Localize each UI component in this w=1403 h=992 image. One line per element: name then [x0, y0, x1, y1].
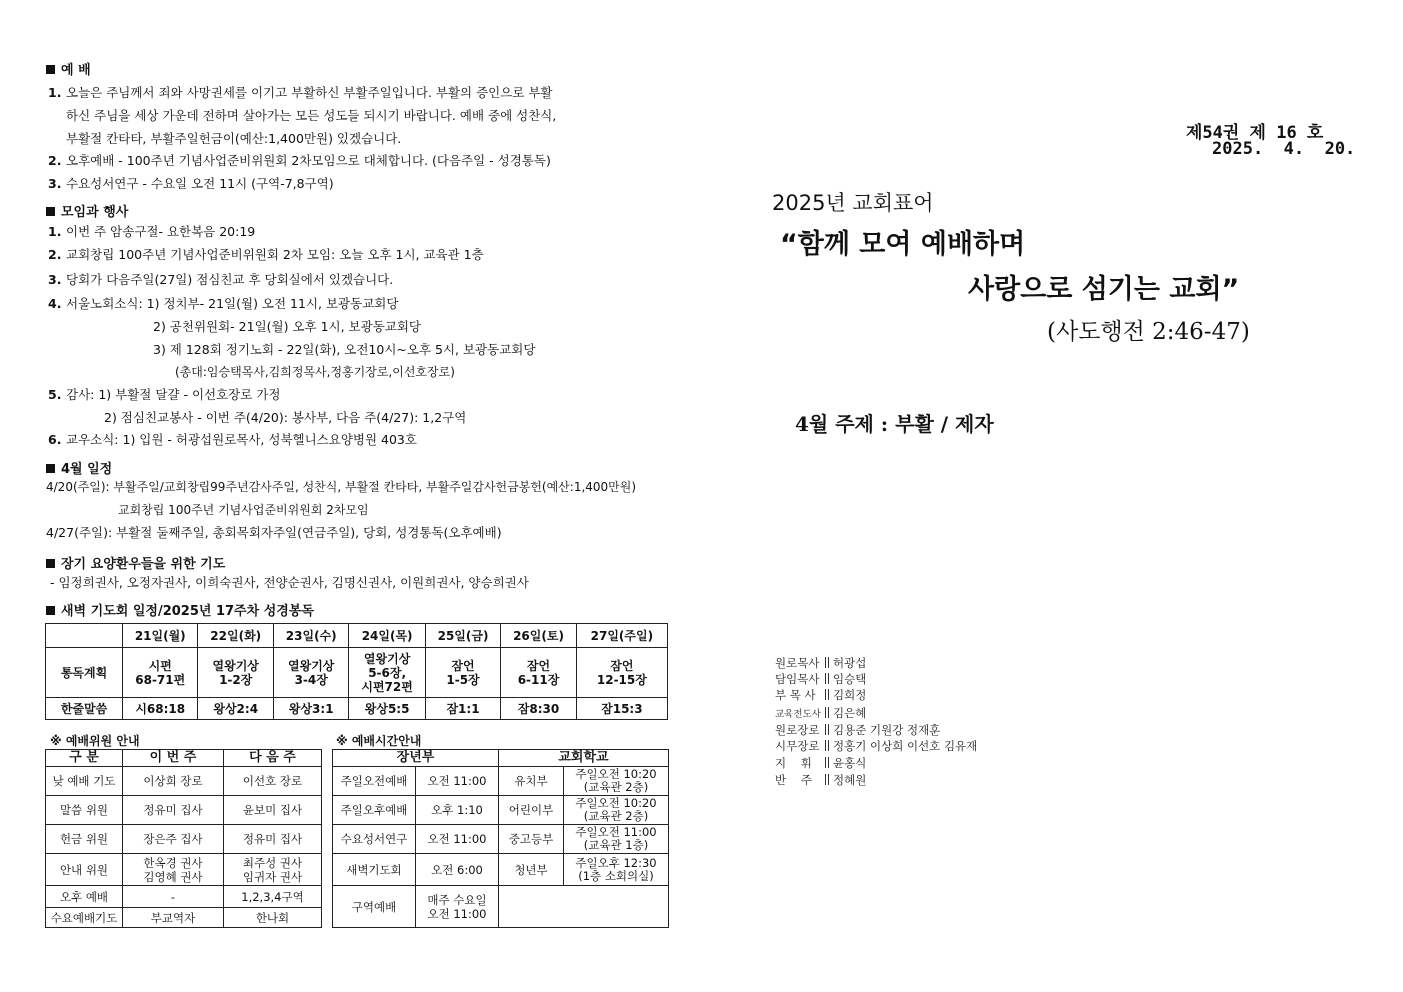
verse-cell: 잠8:30 — [501, 698, 576, 720]
duty-col-header: 다 음 주 — [224, 750, 322, 767]
issue-date: 2025. 4. 20. — [1212, 139, 1356, 159]
duty-col-header: 구 분 — [46, 750, 123, 767]
times-row: 주일오전예배 오전 11:00 유치부 주일오전 10:20 (교육관 2층) — [333, 767, 669, 796]
verse-label: 한줄말씀 — [46, 698, 123, 720]
event-item-1: 1. 이번 주 암송구절- 요한복음 20:19 — [48, 224, 256, 239]
verse-cell: 왕상5:5 — [349, 698, 425, 720]
section-heading-prayer: 장기 요양환우들을 위한 기도 — [46, 553, 225, 572]
event-item-4-delegates: (총대:임승택목사,김희정목사,정홍기장로,이선호장로) — [175, 365, 455, 379]
worship-item-1: 1. 오늘은 주님께서 죄와 사망권세를 이기고 부활하신 부활주일입니다. 부활의 증인으로 부활 — [48, 85, 553, 100]
verse-cell: 시68:18 — [123, 698, 198, 720]
times-row: 수요성서연구 오전 11:00 중고등부 주일오전 11:00 (교육관 1층) — [333, 825, 669, 854]
monthly-theme: 4월 주제 : 부활 / 제자 — [795, 412, 994, 436]
plan-cell: 잠언 1-5장 — [425, 648, 500, 698]
staff-row: 담임목사 임승택 — [775, 672, 867, 686]
duty-col-header: 이 번 주 — [123, 750, 224, 767]
day-header: 22일(화) — [198, 624, 273, 648]
times-table — [332, 749, 669, 928]
duty-heading: ※ 예배위원 안내 — [50, 734, 140, 748]
april-line-3: 4/27(주일): 부활절 둘째주일, 총회목회자주일(연금주일), 당회, 성경통독(오후예배) — [46, 525, 502, 540]
dawn-verse-row — [46, 698, 668, 720]
times-row: 새벽기도회 오전 6:00 청년부 주일오후 12:30 (1층 소회의실) — [333, 854, 669, 886]
staff-row: 부 목 사 김희정 — [775, 688, 867, 702]
day-header: 21일(월) — [123, 624, 198, 648]
event-item-3: 3. 당회가 다음주일(27일) 점심친교 후 당회실에서 있겠습니다. — [48, 272, 394, 287]
plan-cell: 잠언 12-15장 — [576, 648, 667, 698]
worship-item-3: 3. 수요성서연구 - 수요일 오전 11시 (구역-7,8구역) — [48, 176, 334, 191]
plan-cell: 시편 68-71편 — [123, 648, 198, 698]
plan-label: 통독계획 — [46, 648, 123, 698]
event-item-5-sub-2: 2) 점심친교봉사 - 이번 주(4/20): 봉사부, 다음 주(4/27): 1,2구역 — [104, 410, 467, 425]
verse-cell: 왕상2:4 — [198, 698, 273, 720]
staff-row: 교육전도사 김은혜 — [775, 706, 867, 720]
school-header: 교회학교 — [499, 750, 669, 767]
duty-table — [45, 749, 322, 928]
duty-row: 헌금 위원 장은주 집사 정유미 집사 — [46, 825, 322, 854]
issue-volume: 제54권 제 16 호 — [1186, 123, 1324, 143]
motto-line-1: “함께 모여 예배하며 — [780, 229, 1026, 260]
day-header: 25일(금) — [425, 624, 500, 648]
verse-cell: 왕상3:1 — [273, 698, 348, 720]
times-row: 구역예배 매주 수요일 오전 11:00 — [333, 886, 669, 928]
times-heading: ※ 예배시간안내 — [336, 734, 422, 748]
plan-cell: 열왕기상 1-2장 — [198, 648, 273, 698]
april-line-2: 교회창립 100주년 기념사업준비위원회 2차모임 — [118, 503, 369, 517]
motto-reference: (사도행전 2:46-47) — [1047, 319, 1250, 345]
staff-row: 반 주 정혜원 — [775, 773, 867, 787]
adult-header: 장년부 — [333, 750, 499, 767]
april-line-1: 4/20(주일): 부활주일/교회창립99주년감사주일, 성찬식, 부활절 칸타타, 부활주일감사헌금봉헌(예산:1,400만원) — [46, 480, 637, 494]
duty-row: 낮 예배 기도 이상희 장로 이선호 장로 — [46, 767, 322, 796]
plan-cell: 열왕기상 3-4장 — [273, 648, 348, 698]
event-item-4-sub-2: 2) 공천위원회- 21일(월) 오후 1시, 보광동교회당 — [153, 319, 421, 334]
event-item-4-sub-3: 3) 제 128회 정기노회 - 22일(화), 오전10시~오후 5시, 보광동교회당 — [153, 342, 536, 357]
section-heading-dawn: 새벽 기도회 일정/2025년 17주차 성경봉독 — [46, 600, 314, 619]
day-header: 26일(토) — [501, 624, 576, 648]
day-header: 23일(수) — [273, 624, 348, 648]
day-header: 24일(목) — [349, 624, 425, 648]
verse-cell: 잠15:3 — [576, 698, 667, 720]
worship-item-1-line-3: 부활절 칸타타, 부활주일헌금이(예산:1,400만원) 있겠습니다. — [66, 131, 402, 146]
duty-row: 말씀 위원 정유미 집사 윤보미 집사 — [46, 796, 322, 825]
duty-row: 오후 예배 - 1,2,3,4구역 — [46, 886, 322, 908]
dawn-schedule-table — [45, 623, 668, 720]
section-heading-worship: 예 배 — [46, 59, 91, 78]
duty-row: 안내 위원 한옥경 권사 김영혜 권사 최주성 권사 임귀자 권사 — [46, 854, 322, 886]
times-header-row — [333, 750, 669, 767]
motto-line-2: 사랑으로 섬기는 교회” — [968, 274, 1240, 305]
plan-cell: 잠언 6-11장 — [501, 648, 576, 698]
section-heading-events: 모임과 행사 — [46, 201, 128, 220]
motto-year: 2025년 교회표어 — [772, 191, 934, 215]
prayer-line: - 임정희권사, 오정자권사, 이희숙권사, 전양순권사, 김명신권사, 이원희권사, 양승희권사 — [50, 575, 529, 590]
worship-item-2: 2. 오후예배 - 100주년 기념사업준비위원회 2차모임으로 대체합니다. (다음주일 - 성경통독) — [48, 153, 551, 168]
worship-item-1-line-2: 하신 주님을 세상 가운데 전하며 살아가는 모든 성도들 되시기 바랍니다. 예배 중에 성찬식, — [66, 108, 557, 123]
event-item-4: 4. 서울노회소식: 1) 정치부- 21일(월) 오전 11시, 보광동교회당 — [48, 296, 399, 311]
staff-row: 원로목사 허광섭 — [775, 656, 867, 670]
staff-row: 시무장로 정홍기 이상희 이선호 김유재 — [775, 739, 978, 753]
times-row: 주일오후예배 오후 1:10 어린이부 주일오전 10:20 (교육관 2층) — [333, 796, 669, 825]
event-item-5: 5. 감사: 1) 부활절 달걀 - 이선호장로 가정 — [48, 387, 281, 402]
plan-cell: 열왕기상 5-6장, 시편72편 — [349, 648, 425, 698]
staff-row: 원로장로 김용준 기원강 정재훈 — [775, 723, 941, 737]
duty-header-row — [46, 750, 322, 767]
verse-cell: 잠1:1 — [425, 698, 500, 720]
staff-row: 지 휘 윤홍식 — [775, 756, 867, 770]
dawn-days-row — [46, 624, 668, 648]
day-header: 27일(주일) — [576, 624, 667, 648]
dawn-plan-row — [46, 648, 668, 698]
section-heading-april: 4월 일정 — [46, 458, 112, 477]
event-item-2: 2. 교회창립 100주년 기념사업준비위원회 2차 모임: 오늘 오후 1시, 교육관 1층 — [48, 247, 484, 262]
event-item-6: 6. 교우소식: 1) 입원 - 허광섭원로목사, 성북헬니스요양병원 403호 — [48, 432, 417, 447]
duty-row: 수요예배기도 부교역자 한나회 — [46, 908, 322, 928]
